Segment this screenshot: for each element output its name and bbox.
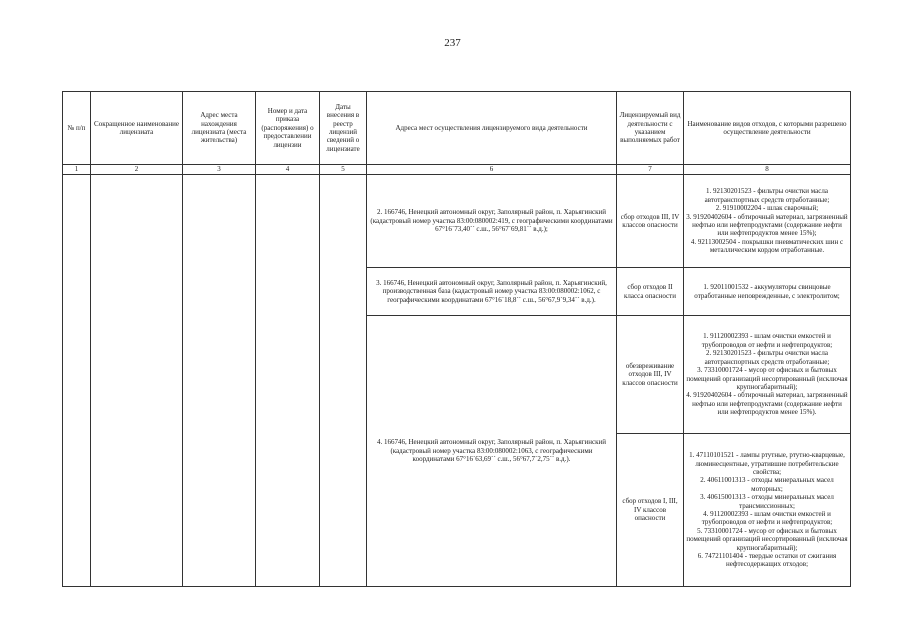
activity-location-cell: 2. 166746, Ненецкий автономный округ, Заполярный район, п. Харьягинский (кадастровый номер участка 83:00:080002:419, с географическими координатами 67°16´73,40´´ с.ш., 56°67´69,81´´ в.д.);: [367, 175, 617, 268]
row-number-cell: [63, 175, 91, 587]
column-number: 4: [256, 165, 320, 175]
column-number: 2: [91, 165, 183, 175]
column-header: № п/п: [63, 92, 91, 165]
column-header: Сокращенное наименование лицензиата: [91, 92, 183, 165]
header-row: [63, 92, 851, 165]
column-number: 3: [183, 165, 256, 175]
waste-item: 1. 47110101521 - лампы ртутные, ртутно-кварцевые, люминесцентные, утратившие потребительские свойства;: [689, 451, 845, 476]
column-number: 6: [367, 165, 617, 175]
waste-item: 2. 40611001313 - отходы минеральных масел моторных;: [700, 476, 834, 493]
waste-item: 5. 73310001724 - мусор от офисных и бытовых помещений организаций несортированный (исключая крупногабаритный);: [686, 526, 848, 552]
activity-type-cell: обезвреживание отходов III, IV классов опасности: [617, 316, 684, 434]
activity-location-cell: 4. 166746, Ненецкий автономный округ, Заполярный район, п. Харьягинский (кадастровый номер участка 83:00:080002:1063, с географическими координатами 67°16´63,69´´ с.ш., 56°67,7´2,75´´ в.д.).: [367, 316, 617, 587]
waste-item: 6. 74721101404 - твердые остатки от сжигания нефтесодержащих отходов;: [697, 552, 837, 569]
waste-item: 2. 91910002204 - шлак сварочный;: [715, 204, 819, 213]
activity-type-cell: сбор отходов I, III, IV классов опасности: [617, 434, 684, 587]
page-number: 237: [444, 37, 461, 49]
column-header: Адреса мест осуществления лицензируемого вида деятельности: [367, 92, 617, 165]
waste-item: 3. 91920402604 - обтирочный материал, загрязненный нефтью или нефтепродуктами (содержание нефти или нефтепродуктов менее 15%);: [686, 212, 848, 238]
waste-item: 4. 91920402604 - обтирочный материал, загрязненный нефтью или нефтепродуктами (содержание нефти или нефтепродуктов менее 15%).: [686, 391, 848, 417]
activity-type-cell: сбор отходов III, IV классов опасности: [617, 175, 684, 268]
column-header: Наименование видов отходов, с которыми разрешено осуществление деятельности: [684, 92, 851, 165]
activity-location-cell: 3. 166746, Ненецкий автономный округ, Заполярный район, п. Харьягинский, производственная база (кадастровый номер участка 83:00:080002:1062, с географическими координатами 67°16´18,8´´ с.ш., 56°67,9´9,34´´ в.д.).: [367, 268, 617, 316]
waste-types-cell: [684, 316, 851, 434]
activity-type-cell: сбор отходов II класса опасности: [617, 268, 684, 316]
licensee-name-cell: [91, 175, 183, 587]
column-header: Лицензируемый вид деятельности с указанием выполняемых работ: [617, 92, 684, 165]
waste-types-cell: [684, 268, 851, 316]
licensee-address-cell: [183, 175, 256, 587]
waste-item: 1. 92130201523 - фильтры очистки масла автотранспортных средств отработанные;: [704, 187, 830, 204]
column-header: Номер и дата приказа (распоряжения) о предоставлении лицензии: [256, 92, 320, 165]
waste-types-cell: [684, 175, 851, 268]
column-number: 1: [63, 165, 91, 175]
column-number: 7: [617, 165, 684, 175]
waste-item: 2. 92130201523 - фильтры очистки масла автотранспортных средств отработанные;: [704, 349, 830, 366]
waste-item: 3. 40615001313 - отходы минеральных масел трансмиссионных;: [700, 493, 834, 510]
waste-types-cell: [684, 434, 851, 587]
column-number: 8: [684, 165, 851, 175]
waste-item: 1. 92011001532 - аккумуляторы свинцовые отработанные неповрежденные, с электролитом;: [694, 283, 840, 300]
table-row: [63, 175, 851, 268]
column-number: 5: [320, 165, 367, 175]
column-header: Даты внесения в реестр лицензий сведений о лицензиате: [320, 92, 367, 165]
waste-item: 4. 92113002504 - покрышки пневматических шин с металлическим кордом отработанные.: [690, 237, 844, 255]
registry-date-cell: [320, 175, 367, 587]
order-cell: [256, 175, 320, 587]
waste-item: 4. 91120002393 - шлам очистки емкостей и трубопроводов от нефти и нефтепродуктов;: [701, 510, 833, 527]
waste-item: 1. 91120002393 - шлам очистки емкостей и трубопроводов от нефти и нефтепродуктов;: [701, 332, 833, 349]
column-number-row: [63, 165, 851, 175]
column-header: Адрес места нахождения лицензиата (места жительства): [183, 92, 256, 165]
waste-item: 3. 73310001724 - мусор от офисных и бытовых помещений организаций несортированный (исключая крупногабаритный);: [686, 366, 848, 391]
license-register-table: [62, 91, 851, 587]
